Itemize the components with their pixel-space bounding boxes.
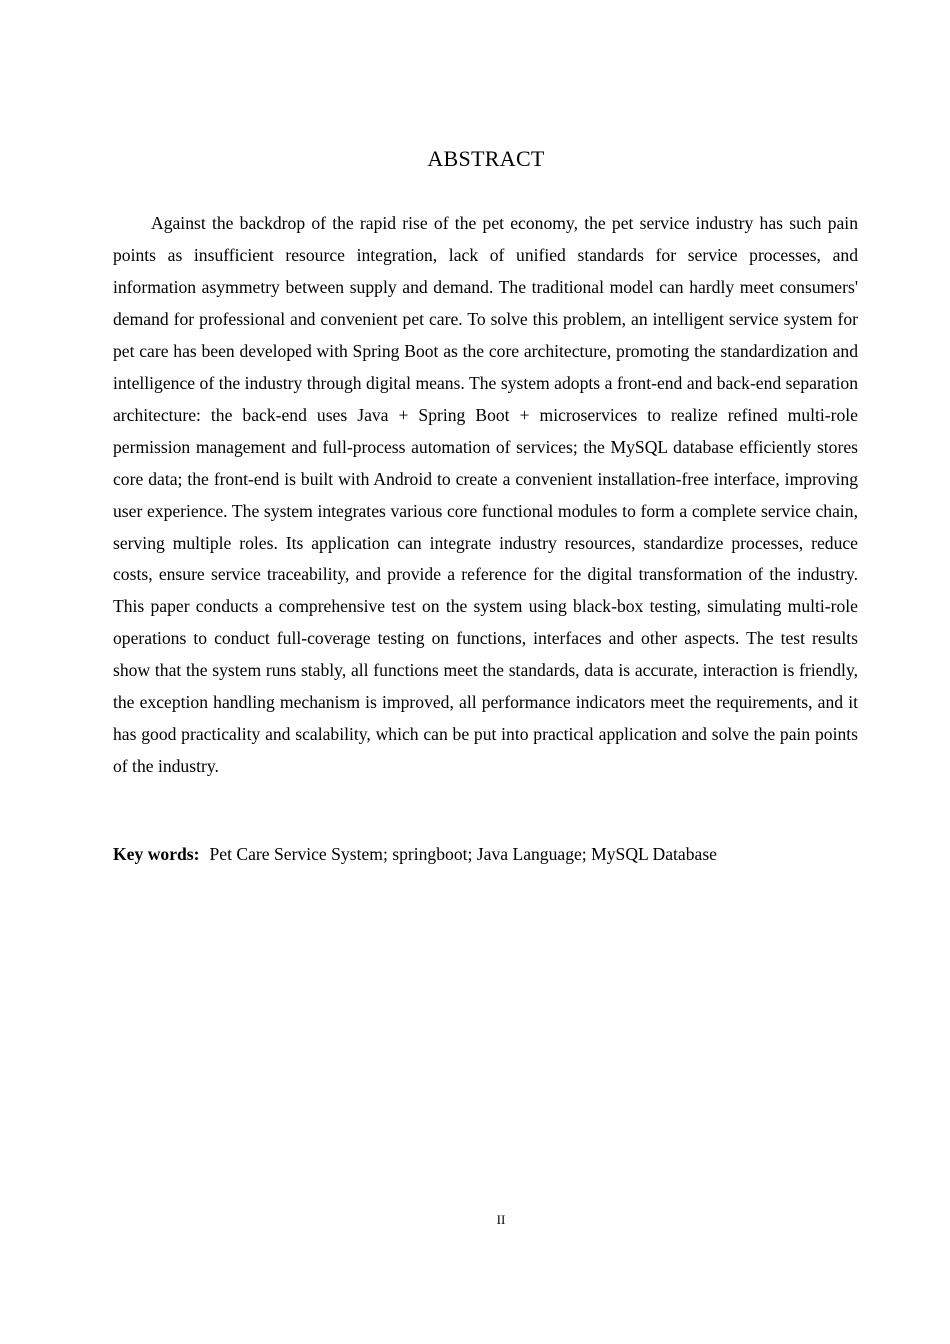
abstract-title: ABSTRACT <box>427 146 545 171</box>
page-number: II <box>496 1212 506 1227</box>
keywords-text: Pet Care Service System; springboot; Java Language; MySQL Database <box>209 844 717 864</box>
abstract-body: Against the backdrop of the rapid rise of the pet economy, the pet service industry has such pain points as insufficient resource integration, lack of unified standards for service processes, and information asymmetry between supply and demand. The traditional model can hardly meet consumers' demand for professional and convenient pet care. To solve this problem, an intelligent service system for pet care has been developed with Spring Boot as the core architecture, promoting the standardization and intelligence of the industry through digital means. The system adopts a front-end and back-end separation architecture: the back-end uses Java + Spring Boot + microservices to realize refined multi-role permission management and full-process automation of services; the MySQL database efficiently stores core data; the front-end is built with Android to create a convenient installation-free interface, improving user experience. The system integrates various core functional modules to form a complete service chain, serving multiple roles. Its application can integrate industry resources, standardize processes, reduce costs, ensure service traceability, and provide a reference for the digital transformation of the industry. This paper conducts a comprehensive test on the system using black-box testing, simulating multi-role operations to conduct full-coverage testing on functions, interfaces and other aspects. The test results show that the system runs stably, all functions meet the standards, data is accurate, interaction is friendly, the exception handling mechanism is improved, all performance indicators meet the requirements, and it has good practicality and scalability, which can be put into practical application and solve the pain points of the industry. <box>113 213 858 777</box>
keywords-line <box>113 839 858 869</box>
keywords-label: Key words: <box>113 844 200 864</box>
